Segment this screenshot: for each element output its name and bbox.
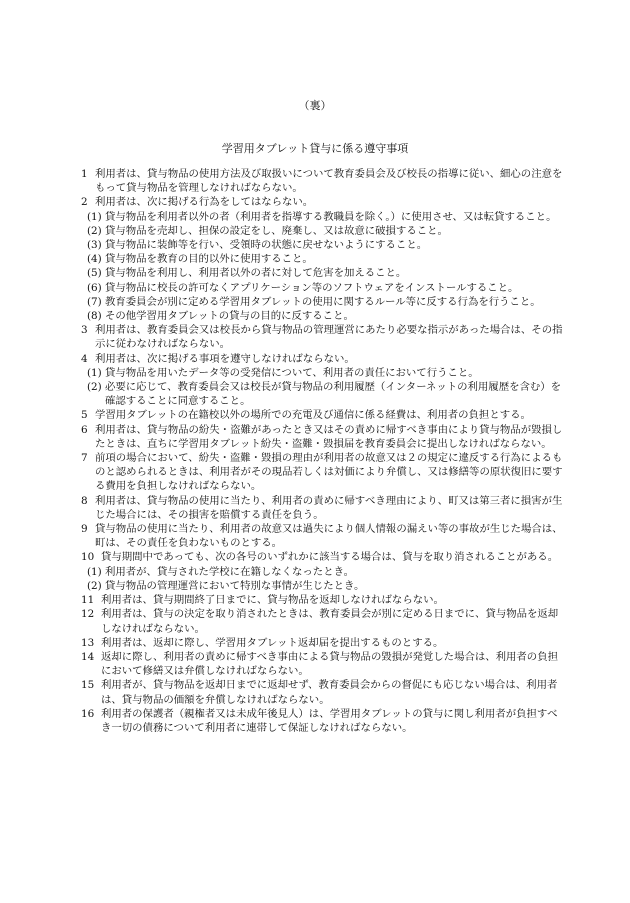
document-title: 学習用タブレット貸与に係る遵守事項	[221, 142, 409, 155]
rules-list	[77, 167, 567, 735]
rule-item: 14 返却に際し、利用者の責めに帰すべき事由による貸与物品の毀損が発覚した場合は、利用者の負担において修繕又は弁償しなければならない。	[81, 650, 558, 678]
sub-item: (1) 貸与物品を用いたデータ等の受発信について、利用者の責任において行うこと。	[87, 366, 479, 379]
sub-item: (1) 利用者が、貸与された学校に在籍しなくなったとき。	[87, 565, 354, 578]
rule-item: 3 利用者は、教育委員会又は校長から貸与物品の管理運営にあたり必要な指示があった場合は、その指示に従わなければならない。	[81, 324, 563, 351]
rule-item: 1 利用者は、貸与物品の使用方法及び取扱いについて教育委員会及び校長の指導に従い、細心の注意をもって貸与物品を管理しなければならない。	[81, 168, 563, 195]
sub-item: (6) 貸与物品に校長の許可なくアプリケーション等のソフトウェアをインストールすること。	[87, 281, 519, 294]
page-side-marker: （裏）	[298, 99, 332, 112]
rule-item: 15 利用者が、貸与物品を返却日までに返却せず、教育委員会からの督促にも応じない場合は、利用者は、貸与物品の価額を弁償しなければならない。	[81, 679, 558, 706]
sub-item: (7) 教育委員会が別に定める学習用タブレットの使用に関するルール等に反する行為を行うこと。	[87, 295, 541, 308]
sub-item: (4) 貸与物品を教育の目的以外に使用すること。	[87, 253, 313, 266]
sub-item: (1) 貸与物品を利用者以外の者（利用者を指導する教職員を除く。）に使用させ、又は転貸すること。	[87, 210, 557, 223]
sub-item: (2) 貸与物品の管理運営において特別な事情が生じたとき。	[87, 579, 365, 592]
rule-item: 9 貸与物品の使用に当たり、利用者の故意又は過失により個人情報の漏えい等の事故が生じた場合は、町は、その責任を負わないものとする。	[81, 523, 563, 550]
rule-item: 11 利用者は、貸与期間終了日までに、貸与物品を返却しなければならない。	[81, 594, 444, 607]
sub-item: (2) 必要に応じて、教育委員会又は校長が貸与物品の利用履歴（インターネットの利用履歴を含む）を確認することに同意すること。	[87, 381, 562, 408]
rule-item: 2 利用者は、次に掲げる行為をしてはならない。	[81, 196, 314, 209]
rule-item: 5 学習用タブレットの在籍校以外の場所での充電及び通信に係る経費は、利用者の負担とする。	[81, 409, 531, 422]
rule-item: 4 利用者は、次に掲げる事項を遵守しなければならない。	[81, 352, 355, 365]
rule-item: 13 利用者は、返却に際し、学習用タブレット返却届を提出するものとする。	[81, 636, 444, 649]
sub-item: (3) 貸与物品に装飾等を行い、受領時の状態に戻せないようにすること。	[87, 239, 428, 252]
sub-item: (8) その他学習用タブレットの貸与の目的に反すること。	[87, 310, 354, 323]
rule-item: 8 利用者は、貸与物品の使用に当たり、利用者の責めに帰すべき理由により、町又は第三者に損害が生じた場合には、その損害を賠償する責任を負う。	[81, 494, 563, 521]
rule-item: 7 前項の場合において、紛失・盗難・毀損の理由が利用者の故意又は２の規定に違反する行為によるものと認められるときは、利用者がその現品若しくは対価により弁償し、又は修繕等の原状復旧に要する費用を負担しなければならない。	[81, 452, 563, 493]
rule-item: 12 利用者は、貸与の決定を取り消されたときは、教育委員会が別に定める日までに、貸与物品を返却しなければならない。	[81, 608, 559, 635]
rule-item: 10 貸与期間中であっても、次の各号のいずれかに該当する場合は、貸与を取り消されることがある。	[81, 551, 559, 564]
rule-item: 16 利用者の保護者（親権者又は未成年後見人）は、学習用タブレットの貸与に関し利用者が負担すべき一切の債務について利用者に連帯して保証しなければならない。	[81, 707, 558, 734]
rule-item: 6 利用者は、貸与物品の紛失・盗難があったとき又はその責めに帰すべき事由により貸与物品が毀損したときは、直ちに学習用タブレット紛失・盗難・毀損届を教育委員会に提出しなければならない。	[81, 423, 563, 450]
sub-item: (2) 貸与物品を売却し、担保の設定をし、廃棄し、又は故意に破損すること。	[87, 224, 448, 237]
sub-item: (5) 貸与物品を利用し、利用者以外の者に対して危害を加えること。	[87, 267, 407, 280]
